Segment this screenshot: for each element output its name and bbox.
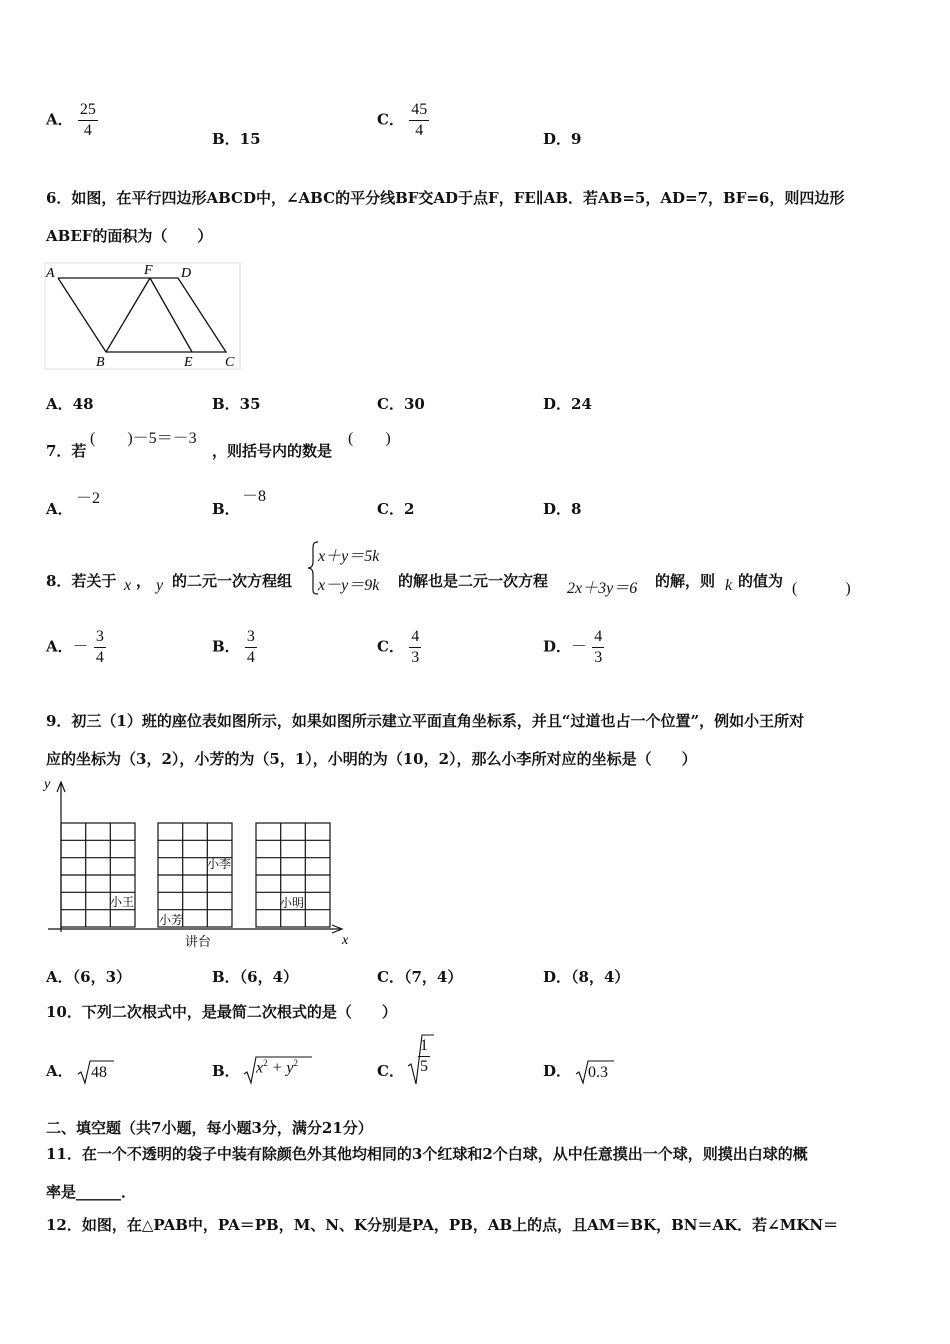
numerator: 45 bbox=[409, 100, 429, 121]
q7-answer-paren: ( ) bbox=[348, 430, 391, 447]
label-xiaofang: 小芳 bbox=[159, 913, 184, 927]
option-label: D． bbox=[543, 637, 572, 656]
fraction bbox=[245, 627, 257, 668]
q8-answer-paren: ( ) bbox=[792, 580, 851, 597]
option-label: C． bbox=[377, 1062, 404, 1080]
q7-option-a-value: －2 bbox=[76, 490, 101, 507]
denominator: 5 bbox=[420, 1058, 428, 1075]
numerator: 3 bbox=[245, 627, 257, 648]
figure-border bbox=[45, 263, 240, 369]
q10-option-a[interactable] bbox=[46, 1060, 73, 1081]
q8-var-k: k bbox=[725, 577, 733, 594]
q9-seating-chart-figure bbox=[40, 774, 360, 952]
label-xiaoming: 小明 bbox=[280, 896, 305, 910]
q7-option-b-value: －8 bbox=[242, 488, 267, 505]
q6-stem-line2: ABEF的面积为（ ） bbox=[46, 227, 213, 245]
option-label: A． bbox=[46, 110, 73, 129]
q7-option-d[interactable]: D．8 bbox=[543, 500, 582, 518]
option-label: B． bbox=[212, 1062, 240, 1080]
numerator: 4 bbox=[592, 627, 604, 648]
section-2-title: 二、填空题（共7小题，每小题3分，满分21分） bbox=[46, 1119, 373, 1137]
label-e: E bbox=[184, 355, 193, 370]
q8-prefix: 8．若关于 bbox=[46, 572, 117, 590]
q6-option-d[interactable]: D．24 bbox=[543, 395, 592, 413]
label-c: C bbox=[225, 355, 235, 370]
q11-stem-line2: 率是______． bbox=[46, 1183, 137, 1201]
denominator: 4 bbox=[246, 649, 255, 666]
minus-sign: － bbox=[72, 638, 89, 656]
q9-option-a[interactable]: A．（6，3） bbox=[46, 968, 132, 986]
q7-prefix: 7．若 bbox=[46, 442, 87, 460]
q8-option-a[interactable] bbox=[46, 627, 106, 668]
q8-option-c[interactable] bbox=[377, 627, 421, 668]
option-label: A． bbox=[46, 500, 73, 518]
q8-mid2: 的解也是二元一次方程 bbox=[398, 572, 549, 590]
segment-bf bbox=[106, 278, 150, 352]
q12-stem-line1: 12．如图，在△PAB中，PA＝PB，M、N、K分别是PA，PB，AB上的点，且AM＝BK，BN＝AK．若∠MKN＝ bbox=[46, 1216, 839, 1234]
q9-option-b[interactable]: B．（6，4） bbox=[212, 968, 299, 986]
q8-var-x: x bbox=[124, 577, 132, 594]
label-a: A bbox=[46, 266, 55, 281]
q8-comma: ， bbox=[136, 572, 152, 590]
label-xiaowang: 小王 bbox=[110, 895, 135, 909]
q7-expression: ( )－5＝－3 bbox=[90, 430, 197, 447]
label-podium: 讲台 bbox=[185, 934, 212, 949]
numerator: 4 bbox=[409, 627, 421, 648]
fraction bbox=[78, 100, 98, 141]
label-d: D bbox=[181, 266, 192, 281]
denominator: 3 bbox=[411, 649, 420, 666]
q8-option-d[interactable] bbox=[543, 627, 604, 668]
q6-option-c[interactable]: C．30 bbox=[377, 395, 425, 413]
option-label: A． bbox=[46, 1062, 73, 1080]
option-label: C． bbox=[377, 110, 404, 129]
q8-suffix: 的值为 bbox=[738, 572, 784, 590]
q8-equation-3: 2x＋3y＝6 bbox=[567, 580, 638, 597]
option-label: B． bbox=[212, 637, 240, 656]
q6-option-b[interactable]: B．35 bbox=[212, 395, 261, 413]
q9-option-d[interactable]: D．（8，4） bbox=[543, 968, 630, 986]
option-label: C． bbox=[377, 637, 404, 656]
x-axis-label: x bbox=[342, 933, 349, 948]
option-label: A． bbox=[46, 637, 73, 656]
q10-option-a-radicand: 48 bbox=[91, 1064, 107, 1081]
fraction bbox=[409, 627, 421, 668]
denominator: 4 bbox=[83, 122, 92, 139]
q10-stem: 10．下列二次根式中，是最简二次根式的是（ ） bbox=[46, 1003, 397, 1021]
seat-block-middle bbox=[158, 823, 232, 927]
y-axis-label: y bbox=[44, 777, 51, 792]
q8-var-y: y bbox=[156, 577, 164, 594]
q10-option-d[interactable] bbox=[543, 1060, 571, 1081]
option-label: D． bbox=[543, 1062, 572, 1080]
q10-option-c-fraction bbox=[418, 1036, 430, 1077]
q6-stem-line1: 6．如图，在平行四边形ABCD中，∠ABC的平分线BF交AD于点F，FE∥AB．若AB=5，AD=7，BF=6，则四边形 bbox=[46, 189, 845, 207]
q8-mid3: 的解，则 bbox=[655, 572, 716, 590]
parallelogram-abcd bbox=[58, 278, 226, 352]
q5-option-b[interactable]: B．15 bbox=[212, 130, 261, 148]
fraction bbox=[418, 1036, 430, 1077]
fraction bbox=[94, 627, 106, 668]
seat-block-left bbox=[61, 823, 135, 927]
q10-option-d-radicand: 0.3 bbox=[588, 1064, 608, 1081]
q11-stem-line1: 11．在一个不透明的袋子中装有除颜色外其他均相同的3个红球和2个白球，从中任意摸出一个球，则摸出白球的概 bbox=[46, 1145, 808, 1163]
q6-parallelogram-figure bbox=[44, 262, 244, 372]
q5-option-c[interactable] bbox=[377, 100, 429, 141]
option-label: B． bbox=[212, 500, 240, 518]
denominator: 3 bbox=[594, 649, 603, 666]
minus-sign: － bbox=[571, 638, 588, 656]
q9-stem-line2: 应的坐标为（3，2），小芳的为（5，1），小明的为（10，2），那么小李所对应的坐标是（ ） bbox=[46, 750, 697, 768]
q7-option-a[interactable] bbox=[46, 498, 73, 519]
numerator: 1 bbox=[418, 1036, 430, 1057]
denominator: 4 bbox=[415, 122, 424, 139]
q7-suffix: ，则括号内的数是 bbox=[212, 442, 333, 460]
label-xiaoli: 小李 bbox=[207, 857, 232, 871]
q10-option-b[interactable] bbox=[212, 1060, 240, 1081]
q5-option-a[interactable] bbox=[46, 100, 98, 141]
label-b: B bbox=[96, 355, 105, 370]
label-f: F bbox=[144, 263, 153, 278]
seat-block-right bbox=[256, 823, 330, 927]
q8-option-b[interactable] bbox=[212, 627, 257, 668]
q8-equation-1: x＋y＝5k bbox=[318, 548, 380, 565]
q6-option-a[interactable]: A．48 bbox=[46, 395, 94, 413]
denominator: 4 bbox=[95, 649, 104, 666]
q7-option-b[interactable] bbox=[212, 498, 240, 519]
q10-option-c[interactable] bbox=[377, 1060, 404, 1081]
fraction bbox=[409, 100, 429, 141]
q8-mid: 的二元一次方程组 bbox=[172, 572, 293, 590]
numerator: 25 bbox=[78, 100, 98, 121]
q5-option-d[interactable]: D．9 bbox=[543, 130, 582, 148]
q8-equation-2: x－y＝9k bbox=[318, 577, 380, 594]
q7-option-c[interactable]: C．2 bbox=[377, 500, 415, 518]
q9-option-c[interactable]: C．（7，4） bbox=[377, 968, 463, 986]
fraction bbox=[592, 627, 604, 668]
q9-stem-line1: 9．初三（1）班的座位表如图所示，如果如图所示建立平面直角坐标系，并且“过道也占一个位置”，例如小王所对 bbox=[46, 712, 805, 730]
numerator: 3 bbox=[94, 627, 106, 648]
q10-option-b-radicand: $x^2 + y^2$ bbox=[256, 1058, 299, 1077]
